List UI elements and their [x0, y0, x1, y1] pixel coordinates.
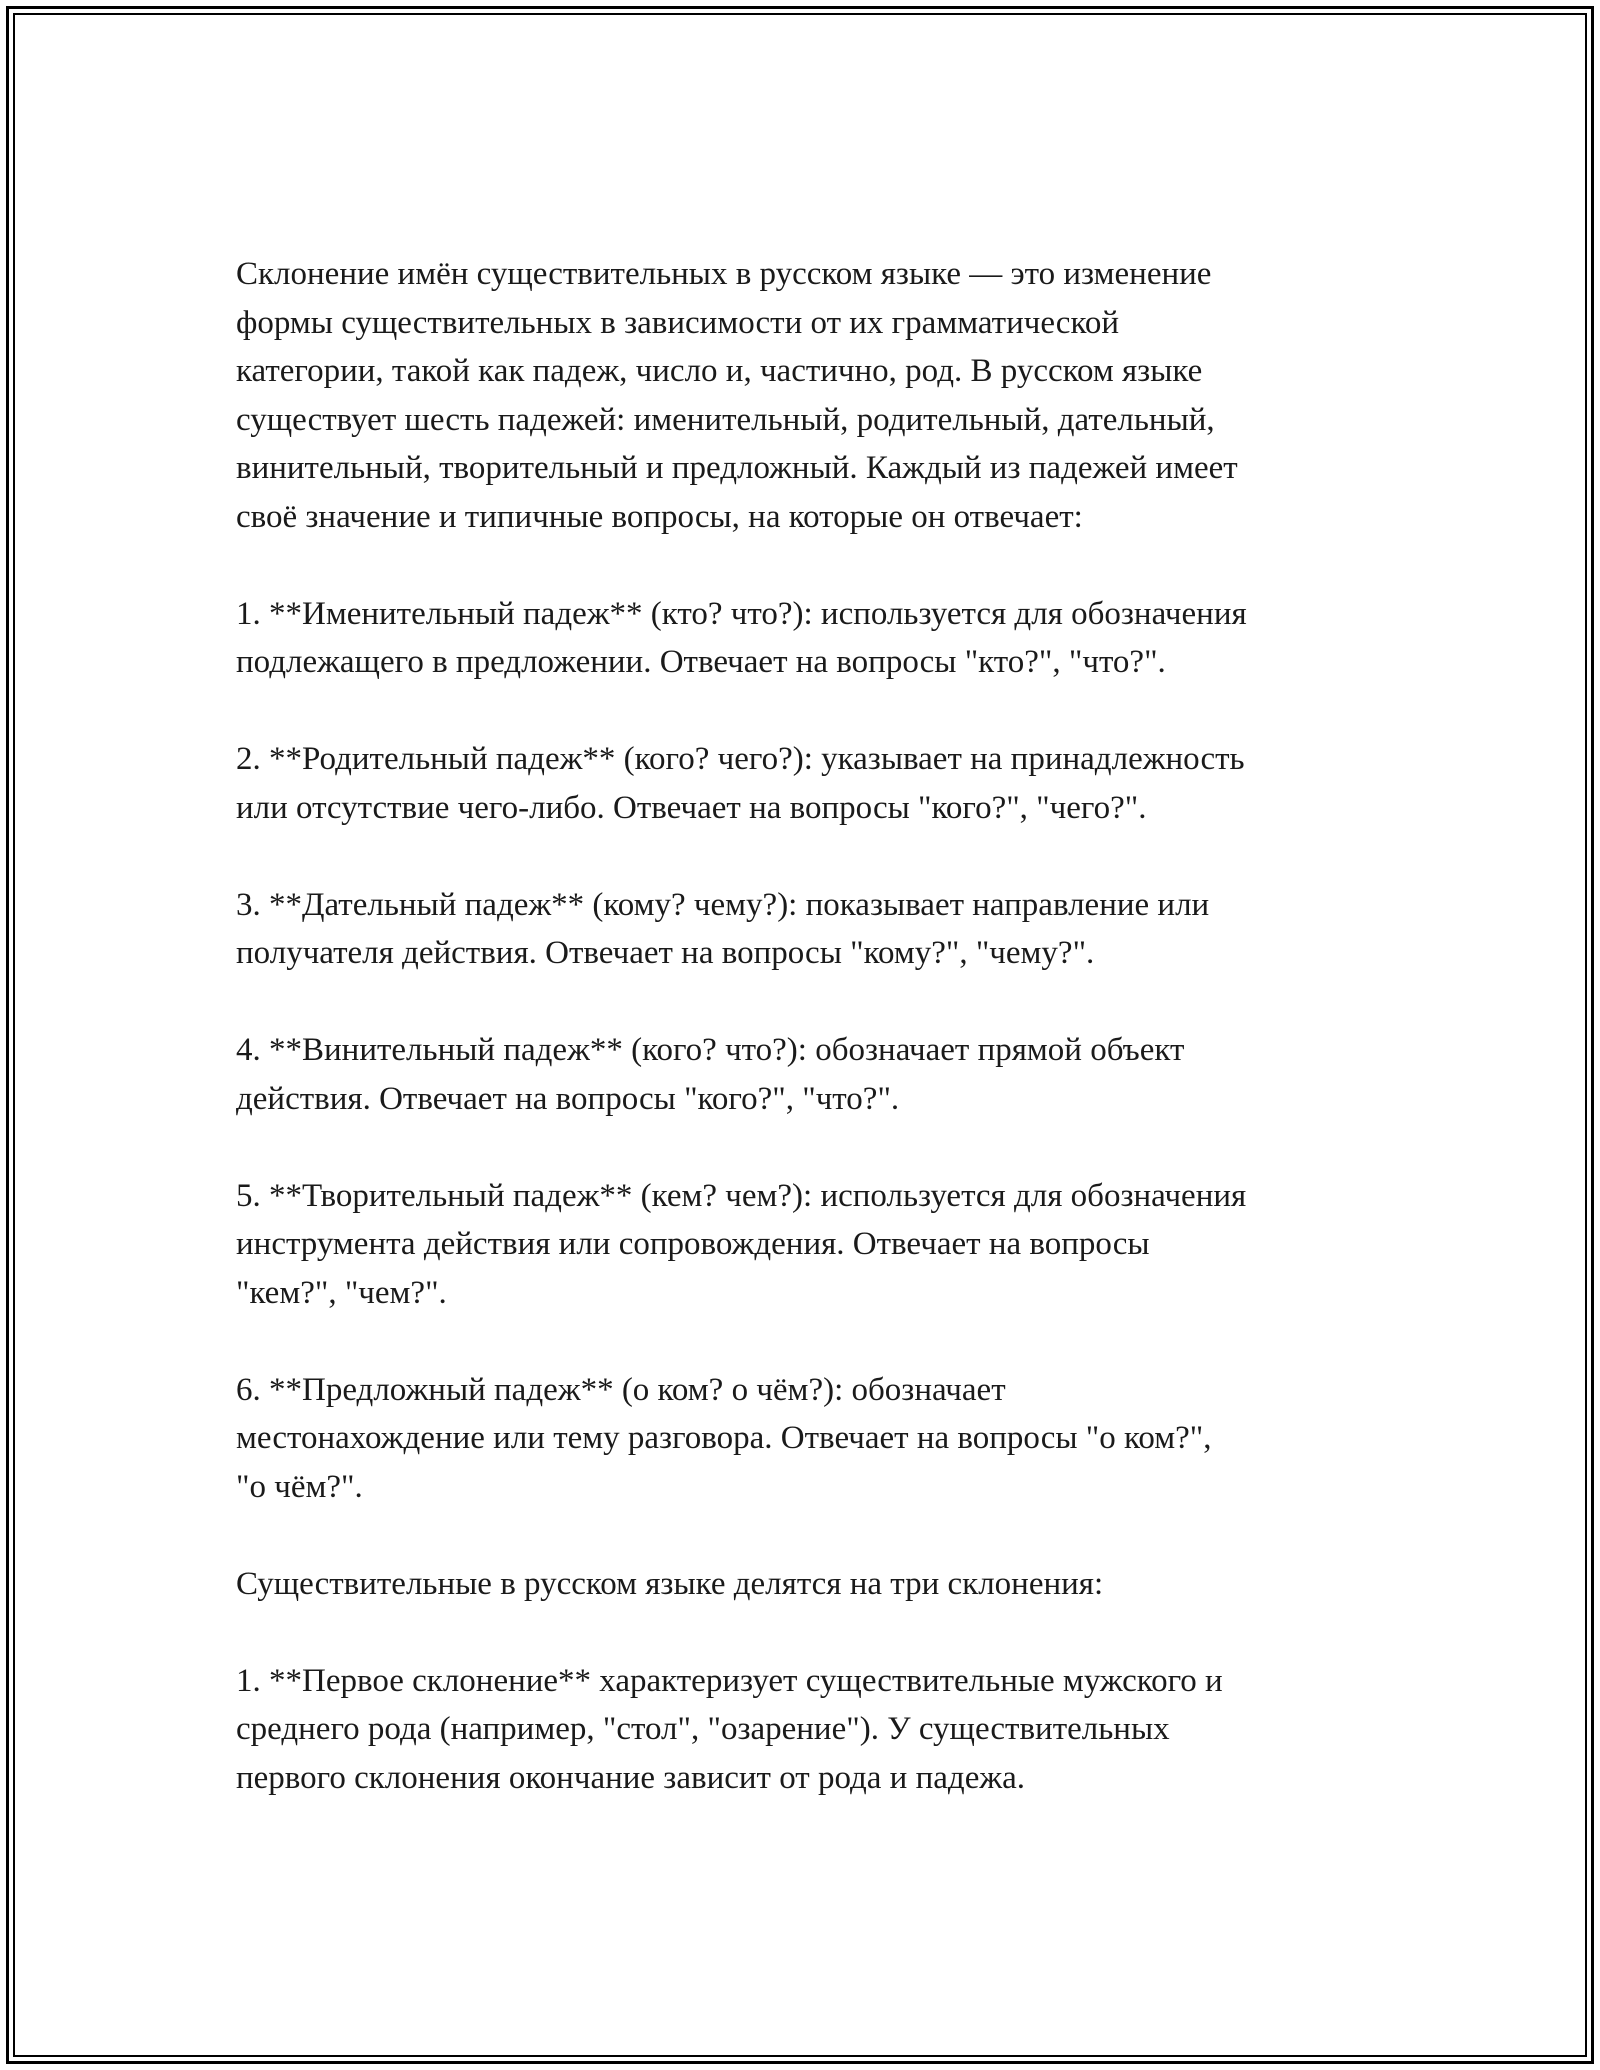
document-body: [236, 250, 1396, 1802]
case-instrumental-paragraph: 5. **Творительный падеж** (кем? чем?): используется для обозначения инструмента действия или сопровождения. Отвечает на вопросы "кем?", "чем?".: [236, 1177, 1247, 1311]
first-declension-paragraph: 1. **Первое склонение** характеризует существительные мужского и среднего рода (например, "стол", "озарение"). У существительных первого склонения окончание зависит от рода и падежа.: [236, 1662, 1223, 1796]
case-prepositional-paragraph: 6. **Предложный падеж** (о ком? о чём?): обозначает местонахождение или тему разговора. Отвечает на вопросы "о ком?", "о чём?".: [236, 1371, 1212, 1505]
case-accusative-paragraph: 4. **Винительный падеж** (кого? что?): обозначает прямой объект действия. Отвечает на вопросы "кого?", "что?".: [236, 1032, 1185, 1117]
case-genitive-paragraph: 2. **Родительный падеж** (кого? чего?): указывает на принадлежность или отсутствие чего-либо. Отвечает на вопросы "кого?", "чего?".: [236, 741, 1245, 826]
declensions-intro-paragraph: Существительные в русском языке делятся на три склонения:: [236, 1565, 1104, 1602]
case-nominative-paragraph: 1. **Именительный падеж** (кто? что?): используется для обозначения подлежащего в предложении. Отвечает на вопросы "кто?", "что?".: [236, 595, 1247, 680]
intro-paragraph: Склонение имён существительных в русском языке — это изменение формы существительных в зависимости от их грамматической категории, такой как падеж, число и, частично, род. В русском языке существует шесть падежей: именительный, родительный, дательный, винительный, творительный и предложный. Каждый из падежей имеет своё значение и типичные вопросы, на которые он отвечает:: [236, 256, 1238, 535]
case-dative-paragraph: 3. **Дательный падеж** (кому? чему?): показывает направление или получателя действия. Отвечает на вопросы "кому?", "чему?".: [236, 886, 1210, 971]
